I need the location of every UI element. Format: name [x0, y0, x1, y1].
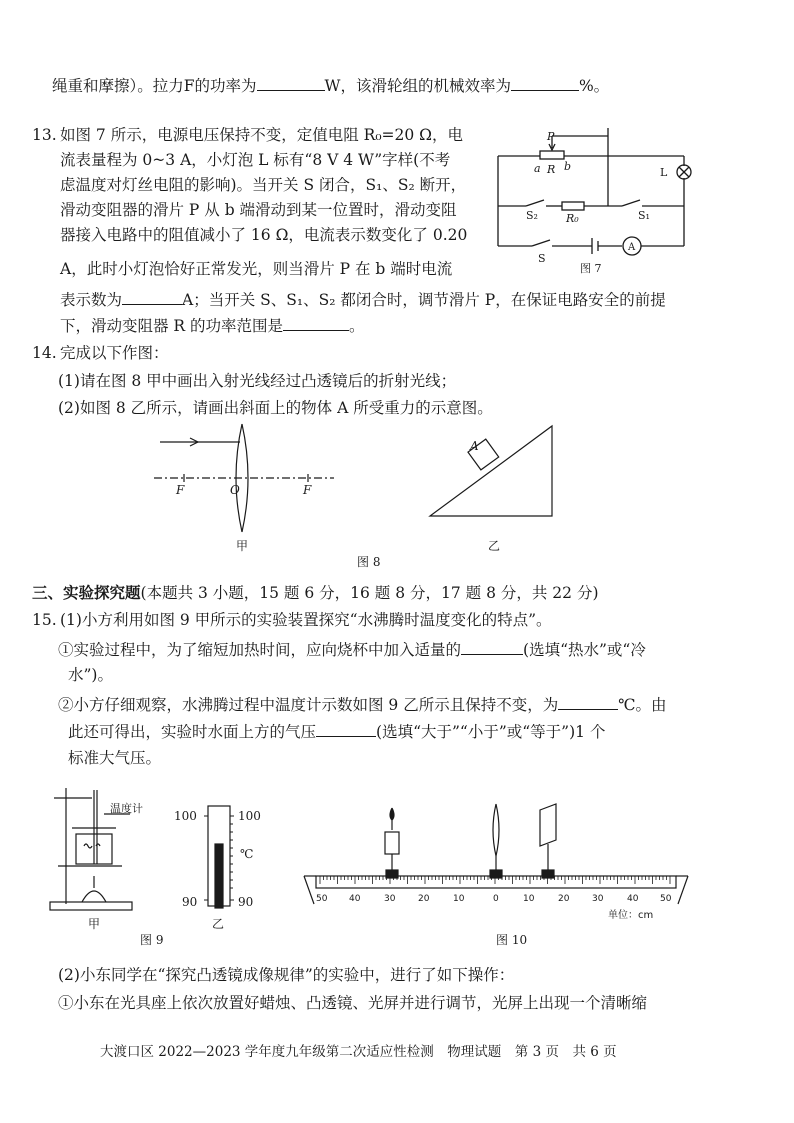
bench-tick-label: 50 — [660, 894, 672, 904]
answer-blank[interactable] — [316, 720, 376, 737]
q13-text: 器接入电路中的阻值减小了 16 Ω，电流表示数变化了 0.20 — [60, 226, 468, 244]
bench-tick-label: 30 — [592, 894, 604, 904]
label-block-A: A — [470, 439, 479, 453]
q13-line-8 — [60, 314, 365, 337]
figure-caption: 图 8 — [357, 555, 381, 569]
scale-100-left: 100 — [174, 809, 197, 823]
label-S: S — [538, 252, 546, 265]
label-yi: 乙 — [212, 917, 225, 931]
figure-caption: 图 10 — [496, 933, 528, 947]
q15-line-3 — [68, 664, 113, 686]
q13-text: 虑温度对灯丝电阻的影响)。当开关 S 闭合，S₁、S₂ 断开， — [60, 176, 467, 194]
q14-text: (1)请在图 8 甲中画出入射光线经过凸透镜后的折射光线； — [58, 372, 457, 390]
q15-text: 标准大气压。 — [68, 749, 162, 767]
question-number: 15. — [32, 611, 57, 629]
bench-tick-label: 20 — [558, 894, 570, 904]
q15-line-7 — [58, 964, 514, 986]
question-number: 13. — [32, 126, 57, 144]
optics-incline-fig8 — [150, 420, 570, 570]
page-footer — [100, 1040, 617, 1060]
q13-text: 滑动变阻器的滑片 P 从 b 端滑动到某一位置时，滑动变阻 — [60, 201, 457, 219]
bench-tick-label: 10 — [523, 894, 535, 904]
q15-text: ①实验过程中，为了缩短加热时间，应向烧杯中加入适量的 — [58, 641, 462, 659]
q14-text: (2)如图 8 乙所示，请画出斜面上的物体 A 所受重力的示意图。 — [58, 399, 493, 417]
bench-tick-label: 30 — [384, 894, 396, 904]
q15-text: 此还可得出，实验时水面上方的气压 — [68, 723, 317, 741]
top-text-1: 绳重和摩擦）。拉力F的功率为 — [52, 77, 257, 95]
bench-tick-label: 40 — [349, 894, 361, 904]
answer-blank[interactable] — [257, 74, 325, 91]
q14-line-1 — [32, 342, 169, 364]
section-3-heading — [32, 582, 599, 604]
q15-text: ②小方仔细观察，水沸腾过程中温度计示数如图 9 乙所示且保持不变，为 — [58, 696, 559, 714]
circuit-diagram-fig7 — [488, 128, 698, 278]
q13-text: 流表量程为 0~3 A，小灯泡 L 标有“8 V 4 W”字样(不考 — [60, 151, 451, 169]
q13-text: A，此时小灯泡恰好正常发光，则当滑片 P 在 b 端时电流 — [60, 260, 453, 278]
q15-line-4 — [58, 693, 667, 716]
label-ammeter: A — [628, 242, 636, 253]
label-R0: R₀ — [566, 212, 579, 225]
q13-text: 表示数为 — [60, 291, 123, 309]
answer-blank[interactable] — [122, 288, 182, 305]
q13-text: 下，滑动变阻器 R 的功率范围是 — [60, 317, 284, 335]
top-text-3: %。 — [578, 77, 610, 95]
bench-tick-label: 50 — [316, 894, 328, 904]
label-celsius: ℃ — [240, 847, 254, 861]
q13-line-4 — [60, 199, 457, 221]
label-S1: S₁ — [638, 209, 650, 222]
label-optical-center: O — [230, 483, 240, 497]
figure-caption: 图 7 — [580, 262, 602, 275]
q15-line-5 — [68, 720, 605, 743]
q13-text: 。 — [349, 317, 365, 335]
figure-caption: 图 9 — [140, 933, 164, 947]
question-number: 14. — [32, 344, 57, 362]
q15-text: ①小东在光具座上依次放置好蜡烛、凸透镜、光屏并进行调节，光屏上出现一个清晰缩 — [58, 994, 648, 1012]
bench-tick-label: 0 — [493, 894, 499, 904]
q13-line-3 — [60, 174, 466, 196]
answer-blank[interactable] — [461, 638, 523, 655]
q13-line-1 — [32, 124, 463, 146]
q13-line-5 — [60, 224, 467, 246]
label-focus-left: F — [176, 483, 185, 497]
scale-90-right: 90 — [238, 895, 254, 909]
q14-text: 完成以下作图： — [60, 344, 169, 362]
q15-text: 水”)。 — [68, 666, 113, 684]
top-line — [52, 74, 609, 97]
section-note: (本题共 3 小题，15 题 6 分，16 题 8 分，17 题 8 分，共 22 分) — [140, 584, 599, 602]
label-focus-right: F — [303, 483, 312, 497]
q13-text: 如图 7 所示，电源电压保持不变，定值电阻 R₀=20 Ω，电 — [60, 126, 464, 144]
q15-line-1 — [32, 609, 552, 631]
answer-blank[interactable] — [511, 74, 579, 91]
q15-line-8 — [58, 992, 647, 1014]
q15-text: ℃。由 — [618, 696, 667, 714]
label-jia: 甲 — [88, 917, 101, 931]
answer-blank[interactable] — [558, 693, 618, 710]
label-b: b — [564, 160, 572, 173]
scale-90-left: 90 — [182, 895, 198, 909]
bench-tick-label: 20 — [418, 894, 430, 904]
section-title: 三、实验探究题 — [32, 583, 141, 602]
q14-line-3 — [58, 397, 493, 419]
optical-bench-fig10 — [300, 800, 690, 950]
top-text-2: W，该滑轮组的机械效率为 — [324, 77, 511, 95]
label-a: a — [534, 162, 541, 175]
q15-text: (选填“热水”或“冷 — [523, 641, 646, 659]
label-thermometer: 温度计 — [110, 802, 143, 815]
bench-tick-label: 10 — [453, 894, 465, 904]
label-L: L — [660, 166, 668, 179]
label-jia: 甲 — [236, 539, 249, 553]
q13-text: A；当开关 S、S₁、S₂ 都闭合时，调节滑片 P，在保证电路安全的前提 — [182, 291, 666, 309]
q13-line-6 — [60, 258, 452, 280]
q15-text: (选填“大于”“小于”或“等于”)1 个 — [376, 723, 606, 741]
label-P: P — [547, 130, 555, 143]
q15-line-6 — [68, 747, 161, 769]
q15-text: (2)小东同学在“探究凸透镜成像规律”的实验中，进行了如下操作： — [58, 966, 515, 984]
q13-line-7 — [60, 288, 666, 311]
label-S2: S₂ — [526, 209, 538, 222]
label-yi: 乙 — [488, 539, 501, 553]
q14-line-2 — [58, 370, 456, 392]
boiling-apparatus-fig9 — [44, 784, 304, 954]
q13-line-2 — [60, 149, 450, 171]
label-R: R — [547, 163, 556, 176]
scale-100-right: 100 — [238, 809, 261, 823]
footer-text: 大渡口区 2022—2023 学年度九年级第二次适应性检测 物理试题 第 3 页 共 6 页 — [100, 1044, 617, 1060]
bench-tick-label: 40 — [627, 894, 639, 904]
answer-blank[interactable] — [283, 314, 349, 331]
bench-unit: 单位：cm — [608, 910, 654, 921]
q15-line-2 — [58, 638, 646, 661]
q15-text: (1)小方利用如图 9 甲所示的实验装置探究“水沸腾时温度变化的特点”。 — [60, 611, 552, 629]
